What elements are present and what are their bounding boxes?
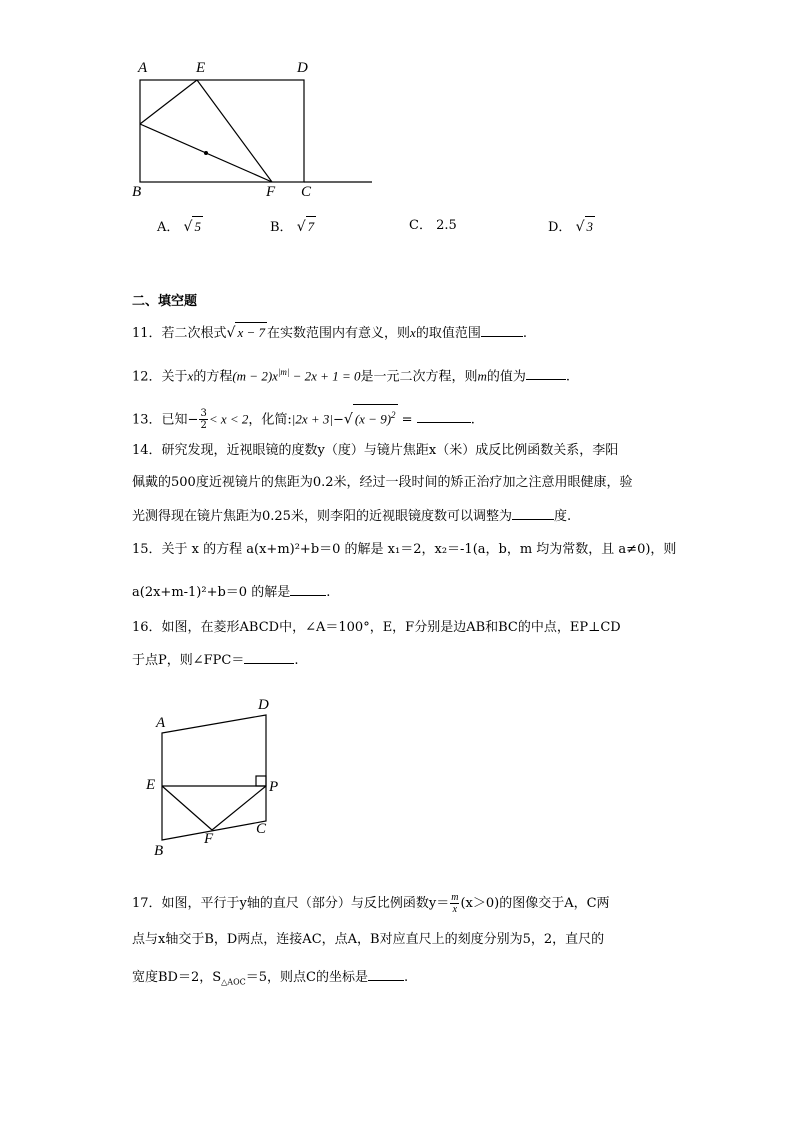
- choice-a-value: 5: [192, 216, 203, 237]
- q14-line3-pre: 光测得现在镜片焦距为0.25米，则李阳的近视眼镜度数可以调整为: [132, 509, 512, 524]
- q13-radicand: [353, 404, 398, 429]
- choice-a-letter: A．: [157, 220, 180, 235]
- q17-line3-mid: ＝5，则点C的坐标是: [245, 970, 368, 985]
- choice-c: [409, 216, 457, 236]
- q11-pre: 11．若二次根式: [132, 326, 227, 341]
- q17-line1-post: (x＞0)的图像交于A，C两: [460, 896, 610, 911]
- label-a: A: [156, 715, 166, 731]
- choice-b: [270, 216, 316, 238]
- sqrt-sign: √: [575, 219, 585, 235]
- question-14-line2: 佩戴的500度近视镜片的焦距为0.2米，经过一段时间的矫正治疗加之注意用眼健康，验: [132, 475, 633, 490]
- q13-end: .: [470, 412, 475, 428]
- q13-mid: ，化简:: [248, 412, 292, 428]
- fraction-denominator: 2: [200, 420, 207, 432]
- question-11: [132, 322, 527, 344]
- q13-minus: −: [333, 412, 344, 428]
- q12-eq-b: − 2x + 1 = 0: [289, 368, 361, 384]
- question-14-line1: 14．研究发现，近视眼镜的度数y（度）与镜片焦距x（米）成反比例函数关系，李阳: [132, 443, 619, 458]
- sqrt-sign: √: [296, 219, 306, 235]
- fraction-numerator: m: [451, 892, 459, 903]
- choice-c-letter: C．: [409, 218, 432, 233]
- choice-b-value: 7: [306, 216, 317, 237]
- midpoint-dot: [204, 151, 208, 155]
- label-a: A: [138, 60, 148, 76]
- right-angle-mark: [256, 776, 266, 786]
- q14-line3-post: 度.: [553, 509, 572, 524]
- q13-ineq: < x < 2: [208, 411, 249, 427]
- choice-b-letter: B．: [270, 220, 293, 235]
- q13-pre: 13．已知: [132, 412, 188, 428]
- q17-line3-sub: △AOC: [221, 977, 246, 987]
- q12-eq-sup: |m|: [277, 367, 290, 377]
- q16-line2-pre: 于点P，则∠FPC＝: [132, 653, 245, 668]
- label-p: P: [269, 779, 279, 795]
- answer-blank[interactable]: [512, 505, 554, 520]
- label-c: C: [301, 184, 312, 200]
- question-14-line3: [132, 505, 571, 527]
- fraction: [199, 408, 207, 431]
- question-16-line1: 16．如图，在菱形ABCD中，∠A＝100°，E，F分别是边AB和BC的中点，EP⊥CD: [132, 620, 621, 635]
- choice-c-value: 2.5: [436, 218, 457, 233]
- label-e: E: [196, 60, 206, 76]
- q12-var2: m: [477, 368, 487, 384]
- question-15-line2: [132, 581, 330, 603]
- q13-rad-base: (x − 9): [354, 411, 392, 427]
- label-d: D: [297, 60, 308, 76]
- label-c: C: [256, 821, 267, 837]
- q17-line3-pre: 宽度BD＝2，S: [132, 970, 222, 985]
- question-15-line1: 15．关于 x 的方程 a(x+m)²+b＝0 的解是 x₁＝2，x₂＝-1(a，b，m 均为常数，且 a≠0)，则: [132, 542, 677, 557]
- sqrt-sign: √: [226, 325, 236, 341]
- q12-end: .: [565, 369, 571, 385]
- question-17-line2: 点与x轴交于B，D两点，连接AC，点A，B对应直尺上的刻度分别为5，2，直尺的: [132, 932, 605, 947]
- choice-d-letter: D．: [548, 220, 572, 235]
- q12-mid2: 是一元二次方程，则: [360, 369, 478, 385]
- label-b: B: [132, 184, 142, 200]
- q11-var: x: [410, 325, 416, 340]
- answer-blank[interactable]: [481, 322, 523, 337]
- q12-eq-a: (m − 2)x: [232, 368, 278, 384]
- label-e: E: [146, 777, 156, 793]
- q11-end: .: [522, 326, 527, 341]
- q11-post: 的取值范围: [415, 326, 481, 341]
- choice-d: [548, 216, 595, 238]
- sqrt-sign: √: [183, 219, 193, 235]
- q13-eq: =: [397, 412, 417, 428]
- q13-rad-sup: 2: [391, 410, 396, 420]
- question-13: [132, 404, 475, 431]
- figure-rectangle: [130, 58, 390, 206]
- question-17-line1: [132, 892, 610, 915]
- answer-blank[interactable]: [290, 581, 326, 596]
- q17-line3-post: .: [403, 970, 409, 985]
- figure-rectangle-svg: [130, 58, 390, 206]
- fraction-numerator: 3: [200, 408, 207, 420]
- segment-ef: [197, 80, 272, 182]
- fraction-denominator: x: [452, 904, 458, 915]
- rectangle-abcd: [140, 80, 304, 182]
- q12-post: 的值为: [486, 369, 526, 385]
- question-17-line3: [132, 966, 408, 993]
- choice-a: [157, 216, 203, 238]
- label-b: B: [154, 843, 164, 859]
- q15-line2-pre: a(2x+m-1)²+b＝0 的解是: [132, 585, 291, 600]
- label-f: F: [204, 831, 214, 847]
- q16-line2-post: .: [294, 653, 299, 668]
- answer-blank[interactable]: [368, 966, 404, 981]
- label-d: D: [258, 697, 269, 713]
- q11-radicand: x − 7: [235, 322, 267, 343]
- answer-blank[interactable]: [244, 649, 294, 664]
- sqrt-sign: √: [343, 411, 353, 428]
- fraction: [450, 892, 459, 915]
- answer-blank[interactable]: [417, 408, 471, 423]
- label-f: F: [266, 184, 276, 200]
- segment-ef: [162, 786, 212, 830]
- figure-rhombus: [140, 695, 290, 865]
- segment-ge: [140, 80, 197, 124]
- answer-blank[interactable]: [526, 365, 566, 380]
- question-16-line2: [132, 649, 299, 671]
- question-12: [132, 362, 570, 387]
- q11-mid: 在实数范围内有意义，则: [267, 326, 411, 341]
- choice-d-value: 3: [585, 216, 596, 237]
- q15-line2-post: .: [326, 585, 331, 600]
- q12-mid: 的方程: [193, 369, 233, 385]
- q17-line1-pre: 17．如图，平行于y轴的直尺（部分）与反比例函数y＝: [132, 896, 450, 911]
- section-title: 二、填空题: [132, 294, 198, 309]
- q12-pre: 12．关于: [132, 369, 188, 385]
- rhombus-abcd: [162, 715, 266, 840]
- q13-abs: |2x + 3|: [291, 411, 333, 427]
- q13-frac-sign: −: [187, 412, 199, 428]
- q12-var: x: [187, 368, 194, 384]
